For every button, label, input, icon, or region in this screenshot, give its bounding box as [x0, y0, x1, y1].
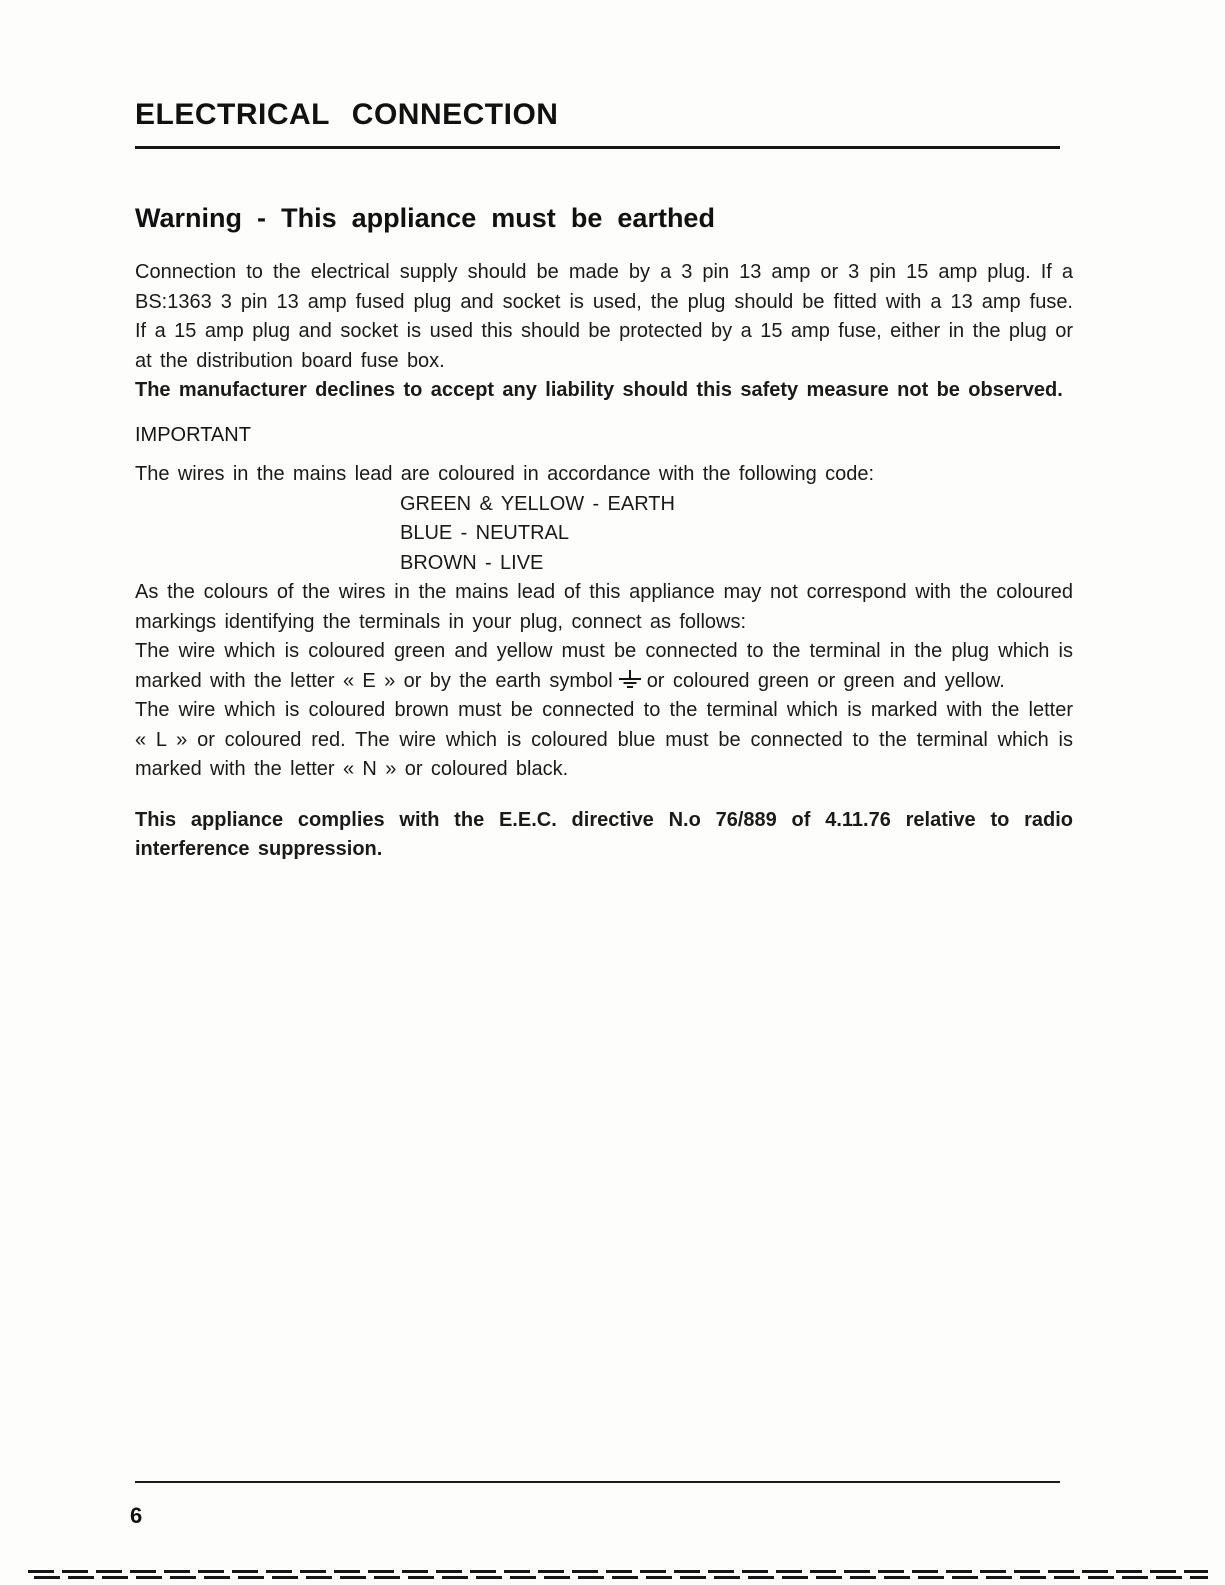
earth-ground-icon	[617, 668, 643, 698]
paragraph-wires-intro: The wires in the mains lead are coloured in accordance with the following code:	[135, 463, 875, 485]
colour-code-list	[400, 490, 1073, 579]
page-title: ELECTRICAL CONNECTION	[135, 98, 559, 131]
paragraph-colours: As the colours of the wires in the mains lead of this appliance may not correspond with the coloured markings identifying the terminals in your plug, connect as follows:	[135, 581, 1073, 633]
scan-edge-artifact	[28, 1570, 1208, 1579]
page-content	[135, 98, 1073, 865]
paragraph-eec-directive: This appliance complies with the E.E.C. directive N.o 76/889 of 4.11.76 relative to radio interference suppression.	[135, 808, 1073, 860]
paragraph-liability: The manufacturer declines to accept any liability should this safety measure not be observed.	[135, 379, 1063, 401]
colour-code-live: BROWN - LIVE	[400, 551, 544, 574]
earth-wire-text-after: or coloured green or green and yellow.	[646, 669, 1005, 692]
earth-wire-text-before: The wire which is coloured green and yellow must be connected to the terminal in the plug which is marked with the letter « E » or by the earth symbol	[135, 640, 1073, 692]
paragraph-live-neutral: The wire which is coloured brown must be connected to the terminal which is marked with the letter « L » or coloured red. The wire which is coloured blue must be connected to the terminal which is marked with the letter « N » or coloured black.	[135, 699, 1073, 780]
page-number: 6	[130, 1503, 143, 1528]
paragraph-earth-wire	[135, 637, 1073, 696]
footer-rule	[135, 1481, 1060, 1483]
colour-code-neutral: BLUE - NEUTRAL	[400, 522, 569, 544]
colour-code-earth: GREEN & YELLOW - EARTH	[400, 492, 675, 515]
important-label: IMPORTANT	[135, 423, 251, 446]
header-rule	[135, 146, 1060, 149]
paragraph-connection: Connection to the electrical supply should be made by a 3 pin 13 amp or 3 pin 15 amp plug. If a BS:1363 3 pin 13 amp fused plug and socket is used, the plug should be fitted with a 13 amp fuse. If a 15 amp plug and socket is used this should be protected by a 15 amp fuse, either in the plug or at the distribution board fuse box.	[135, 261, 1073, 372]
warning-heading: Warning - This appliance must be earthed	[135, 203, 715, 233]
